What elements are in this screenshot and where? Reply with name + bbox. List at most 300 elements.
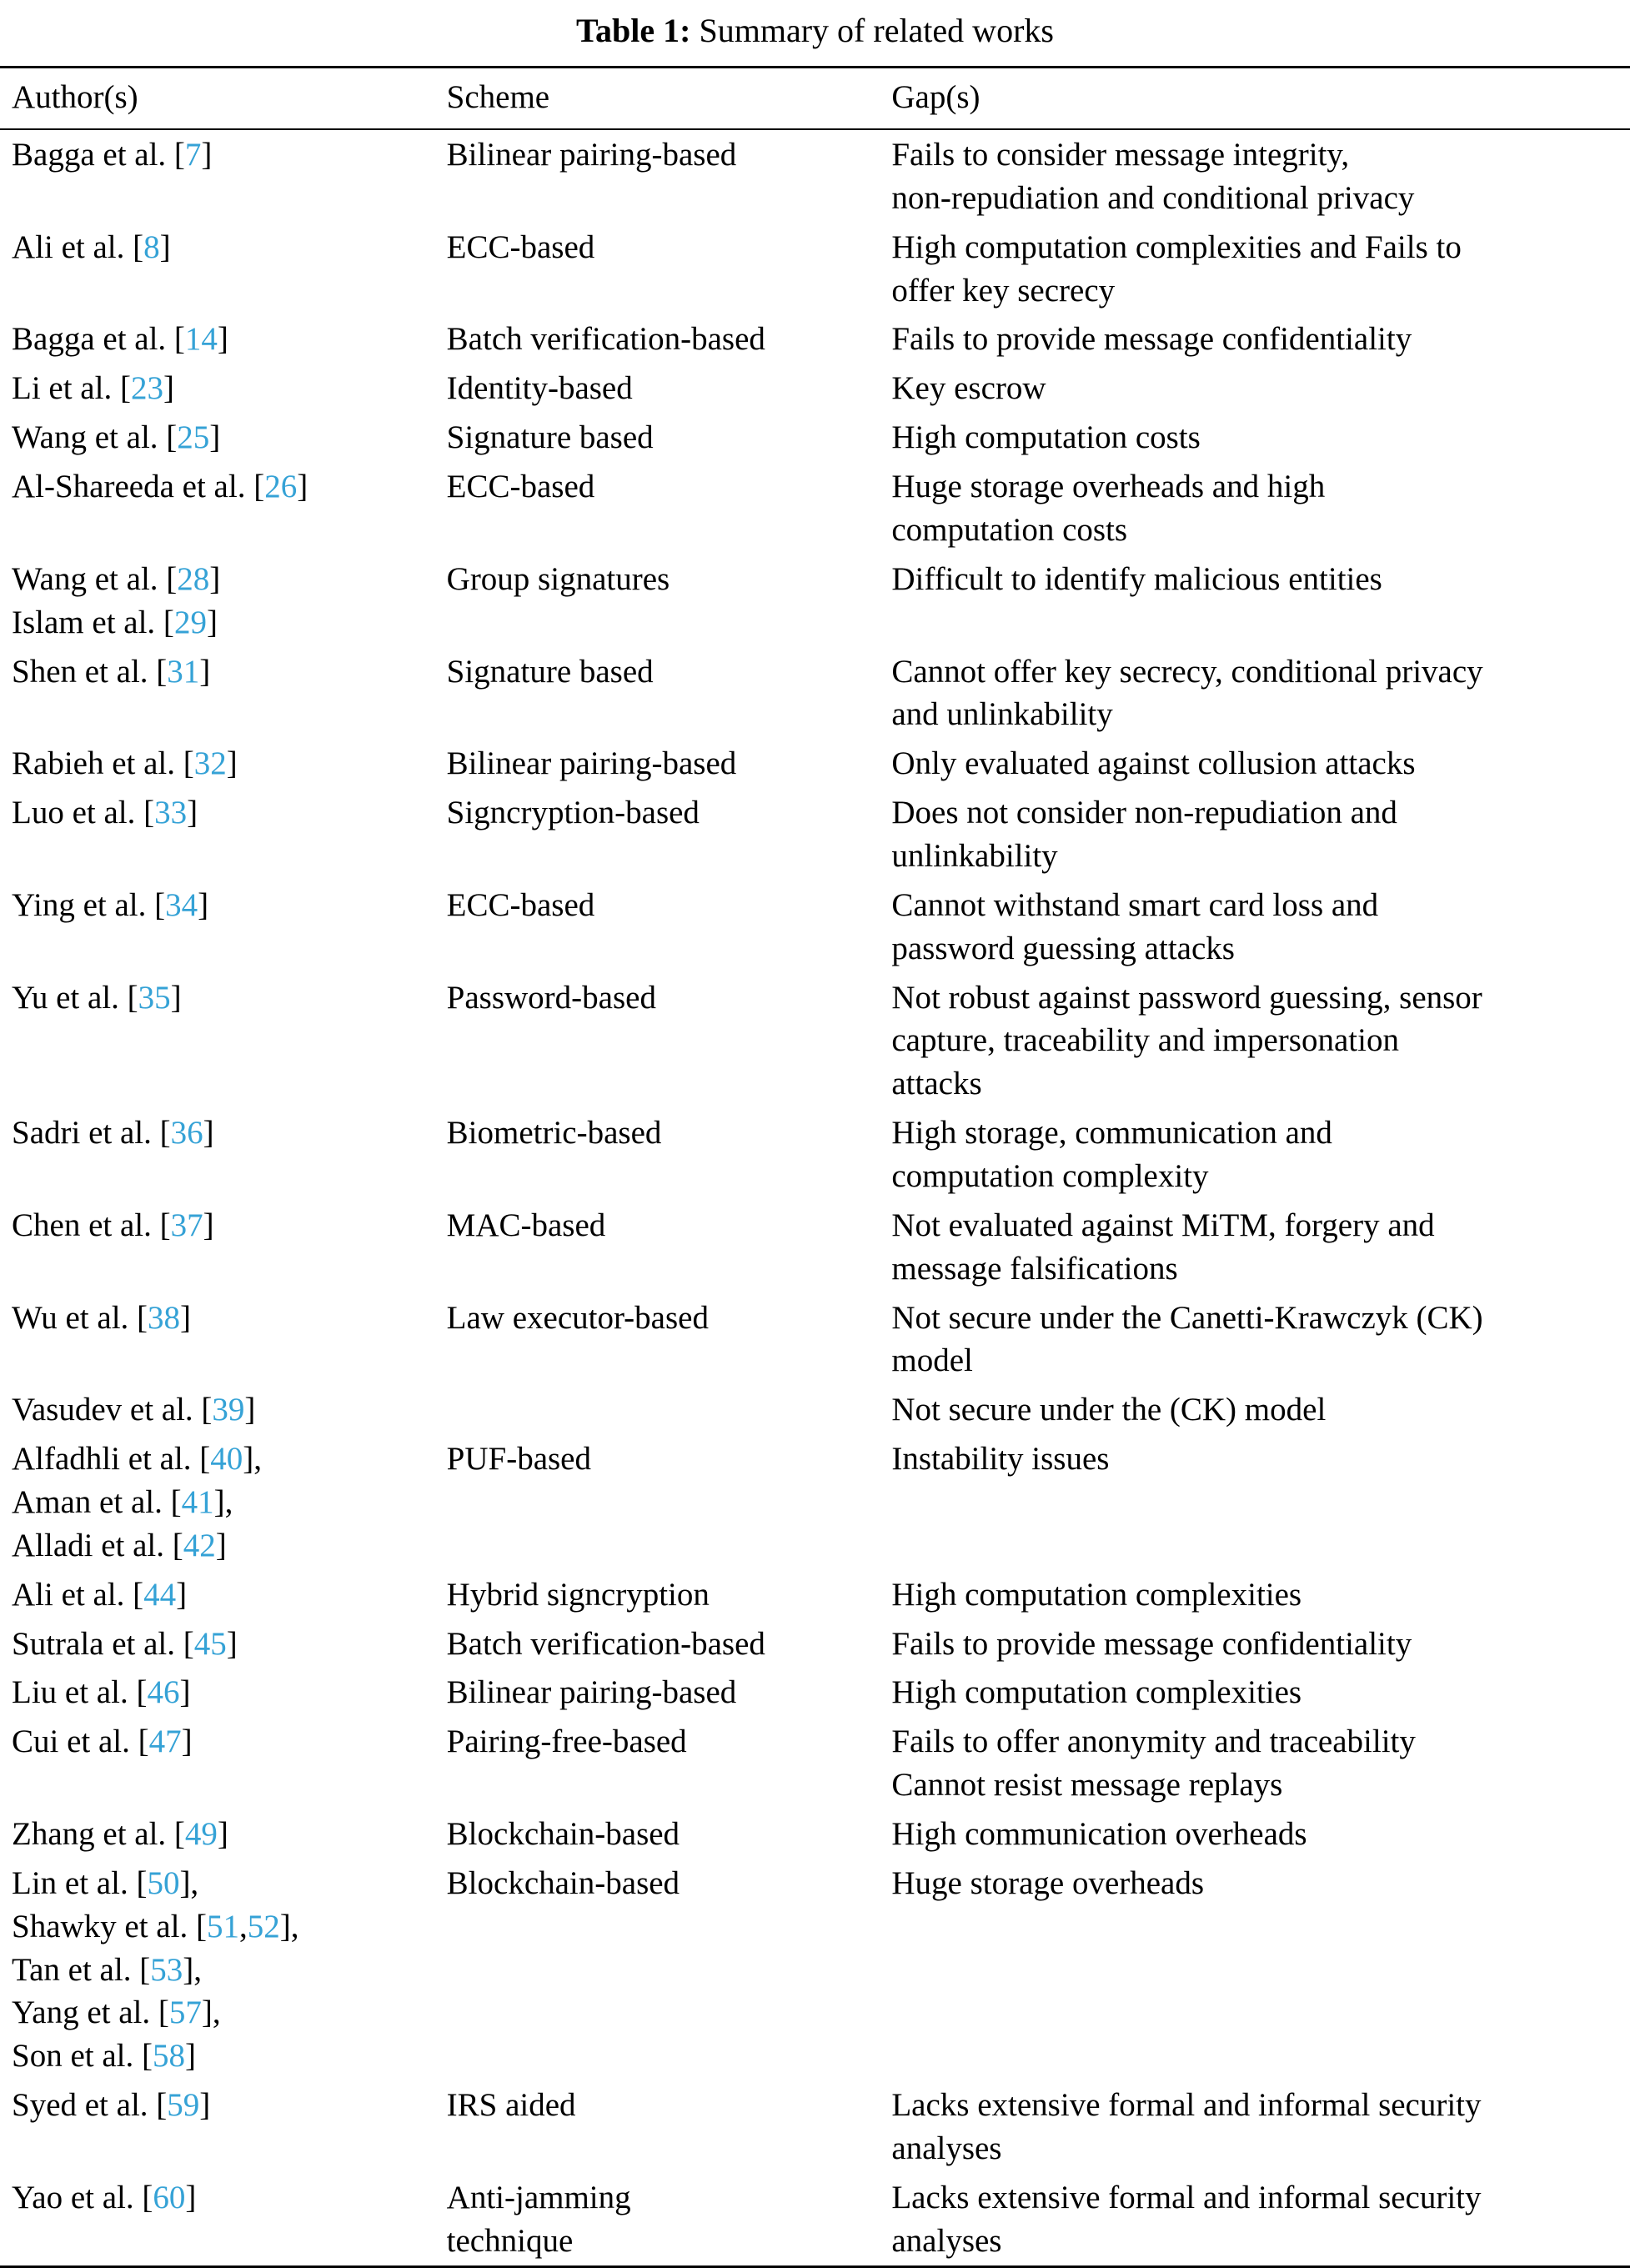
author-line [12,1438,447,1481]
gap-line: non-repudiation and conditional privacy [891,179,1415,216]
gaps-cell [891,364,1630,413]
gap-line: Instability issues [891,1441,1110,1478]
scheme-cell [447,462,892,554]
gaps-cell [891,973,1630,1109]
authors-cell [0,314,447,364]
author-line [12,1813,447,1856]
author-text: ] [159,228,171,265]
author-text: ] [244,1392,256,1428]
scheme-cell [447,129,892,223]
authors-cell [0,2173,447,2266]
gaps-cell [891,1859,1630,2080]
gap-line: attacks [891,1066,982,1102]
column-header-authors: Author(s) [0,68,447,129]
authors-cell [0,129,447,223]
table-row [0,788,1630,881]
author-text: Sadri et al. [ [12,1115,171,1152]
author-text: Vasudev et al. [ [12,1392,213,1428]
authors-cell [0,1293,447,1386]
scheme-line: MAC-based [446,1207,606,1243]
citation-ref[interactable]: 44 [143,1576,177,1613]
author-text: ] [217,321,228,358]
authors-cell [0,973,447,1109]
table-row [0,1809,1630,1859]
scheme-line: Blockchain-based [446,1864,680,1901]
author-text: ] [176,1576,188,1613]
author-text: ] [181,1724,193,1760]
gap-line: model [891,1342,973,1379]
gap-line: Cannot resist message replays [891,1767,1283,1804]
scheme-cell [447,314,892,364]
table-row [0,554,1630,647]
authors-cell [0,2080,447,2173]
authors-cell [0,739,447,788]
scheme-line: ECC-based [446,886,595,923]
scheme-line: Bilinear pairing-based [446,137,737,173]
table-row [0,1108,1630,1201]
author-line [12,976,447,1020]
table-row [0,462,1630,554]
gaps-cell [891,554,1630,647]
scheme-line: Signature based [446,419,654,456]
author-text: Sutrala et al. [ [12,1625,194,1662]
gaps-cell [891,2080,1630,2173]
authors-cell [0,1859,447,2080]
gap-line: High computation costs [891,419,1201,456]
gap-line: and unlinkability [891,696,1113,733]
citation-ref[interactable]: 57 [168,1995,202,2031]
table-row [0,881,1630,973]
author-text: ] [199,2087,211,2124]
author-text: Luo et al. [ [12,795,155,831]
author-line [12,791,447,835]
gap-line: High storage, communication and [891,1115,1332,1152]
author-line [12,2176,447,2220]
scheme-line: ECC-based [446,228,595,265]
scheme-cell [447,739,892,788]
gap-line: High computation complexities [891,1576,1302,1613]
gap-line: Lacks extensive formal and informal security [891,2179,1482,2215]
author-text: ] [203,1207,214,1243]
author-text: Liu et al. [ [12,1674,148,1711]
author-text: Aman et al. [ [12,1483,182,1520]
gap-line: Huge storage overheads [891,1864,1205,1901]
author-text: Alladi et al. [ [12,1527,183,1563]
author-text: ], [243,1441,262,1478]
gaps-cell [891,788,1630,881]
author-text: ] [297,469,308,505]
gap-line: Not evaluated against MiTM, forgery and [891,1207,1435,1243]
table-caption-text: Summary of related works [690,12,1054,49]
author-text: ] [201,137,213,173]
author-text: Chen et al. [ [12,1207,171,1243]
gaps-cell [891,223,1630,315]
author-line [12,133,447,177]
citation-ref[interactable]: 49 [184,1815,218,1852]
author-line [12,884,447,927]
authors-cell [0,1809,447,1859]
author-text: ], [213,1483,233,1520]
gaps-cell [891,129,1630,223]
authors-cell [0,413,447,462]
table-row [0,223,1630,315]
citation-ref[interactable]: 46 [147,1674,180,1711]
author-text: ] [226,1625,238,1662]
author-text: ] [163,370,174,407]
author-line [12,318,447,361]
author-line [12,1720,447,1764]
gap-line: Only evaluated against collusion attacks [891,745,1416,782]
gap-line: High computation complexities [891,1674,1302,1711]
gap-line: Difficult to identify malicious entities [891,560,1382,597]
gaps-cell [891,881,1630,973]
scheme-cell [447,1434,892,1570]
scheme-line: Batch verification-based [446,1625,765,1662]
scheme-line: Password-based [446,979,656,1016]
citation-ref[interactable]: 53 [150,1951,183,1988]
citation-ref[interactable]: 26 [264,469,298,505]
gaps-cell [891,1809,1630,1859]
author-text: Rabieh et al. [ [12,745,194,782]
author-text: Bagga et al. [ [12,321,185,358]
scheme-cell [447,1619,892,1668]
author-text: ] [170,979,182,1016]
author-line [12,1905,447,1949]
gap-line: Not secure under the (CK) model [891,1392,1327,1428]
table-row [0,314,1630,364]
gap-line: Not robust against password guessing, sensor [891,979,1482,1016]
table-body [0,129,1630,2266]
author-line [12,742,447,785]
author-line [12,2035,447,2078]
author-text: ] [215,1527,227,1563]
author-text: Yu et al. [ [12,979,138,1016]
table-row [0,2080,1630,2173]
gap-line: analyses [891,2222,1002,2259]
citation-ref[interactable]: 60 [153,2179,186,2215]
gap-line: Fails to provide message confidentiality [891,321,1412,358]
gap-line: capture, traceability and impersonation [891,1022,1399,1059]
author-text: ] [184,2038,196,2075]
authors-cell [0,1619,447,1668]
table-row [0,413,1630,462]
gap-line: Cannot offer key secrecy, conditional privacy [891,653,1483,690]
author-text: Wu et al. [ [12,1299,148,1336]
table-row [0,1434,1630,1570]
author-text: ] [179,1674,191,1711]
citation-ref[interactable]: 37 [170,1207,203,1243]
table-caption-label: Table 1: [576,12,691,49]
author-text: ], [183,1951,202,1988]
gaps-cell [891,1717,1630,1809]
authors-cell [0,647,447,740]
author-line [12,601,447,645]
gap-line: computation costs [891,511,1128,548]
scheme-line: Group signatures [446,560,670,597]
scheme-cell [447,1385,892,1434]
table-row [0,1717,1630,1809]
citation-ref[interactable]: 38 [148,1299,181,1336]
author-text: Tan et al. [ [12,1951,151,1988]
authors-cell [0,223,447,315]
gaps-cell [891,739,1630,788]
gaps-cell [891,1434,1630,1570]
gap-line: High communication overheads [891,1815,1307,1852]
author-line [12,1481,447,1524]
author-text: ] [199,653,211,690]
author-text: Zhang et al. [ [12,1815,185,1852]
author-line [12,1991,447,2035]
scheme-line: Blockchain-based [446,1815,680,1852]
authors-cell [0,554,447,647]
scheme-cell [447,2173,892,2266]
scheme-line: IRS aided [446,2087,576,2124]
scheme-cell [447,647,892,740]
scheme-line: Identity-based [446,370,633,407]
gaps-cell [891,1201,1630,1293]
table-row [0,129,1630,223]
citation-ref[interactable]: 42 [183,1527,216,1563]
scheme-cell [447,1809,892,1859]
author-line [12,226,447,269]
scheme-cell [447,413,892,462]
author-text: ] [226,745,238,782]
scheme-line: PUF-based [446,1441,591,1478]
gap-line: password guessing attacks [891,930,1235,966]
author-text: ] [198,886,209,923]
column-header-scheme: Scheme [447,68,892,129]
gap-line: Fails to provide message confidentiality [891,1625,1412,1662]
author-line [12,1388,447,1432]
authors-cell [0,881,447,973]
author-text: Alfadhli et al. [ [12,1441,211,1478]
gaps-cell [891,1668,1630,1717]
citation-ref[interactable]: 34 [165,886,198,923]
citation-ref[interactable]: 7 [184,137,202,173]
citation-ref[interactable]: 52 [247,1908,280,1944]
citation-ref[interactable]: 8 [143,228,160,265]
authors-cell [0,1668,447,1717]
author-text: Ali et al. [ [12,1576,144,1613]
related-works-table [0,66,1630,2267]
gaps-cell [891,2173,1630,2266]
table-row [0,1385,1630,1434]
author-line [12,558,447,601]
citation-ref[interactable]: 45 [193,1625,227,1662]
author-text: Shawky et al. [ [12,1908,207,1944]
author-text: Wang et al. [ [12,560,178,597]
citation-ref[interactable]: 51 [206,1908,239,1944]
scheme-line: Batch verification-based [446,321,765,358]
citation-ref[interactable]: 31 [167,653,200,690]
gap-line: unlinkability [891,837,1058,874]
gaps-cell [891,1570,1630,1619]
gaps-cell [891,1385,1630,1434]
citation-ref[interactable]: 36 [170,1115,203,1152]
authors-cell [0,788,447,881]
author-line [12,1204,447,1247]
scheme-line: Bilinear pairing-based [446,1674,737,1711]
scheme-line: Biometric-based [446,1115,662,1152]
author-line [12,1862,447,1905]
scheme-cell [447,973,892,1109]
author-text: ] [209,560,221,597]
author-text: Yang et al. [ [12,1995,169,2031]
author-text: ], [201,1995,221,2031]
table-row [0,1570,1630,1619]
author-text: ] [206,604,218,640]
author-text: Ali et al. [ [12,228,144,265]
author-line [12,1623,447,1666]
gaps-cell [891,647,1630,740]
author-text: ], [179,1864,199,1901]
gap-line: message falsifications [891,1250,1178,1287]
gaps-cell [891,462,1630,554]
citation-ref[interactable]: 29 [173,604,207,640]
scheme-line: ECC-based [446,469,595,505]
authors-cell [0,1434,447,1570]
scheme-cell [447,1717,892,1809]
author-line [12,1573,447,1617]
gap-line: Does not consider non-repudiation and [891,795,1397,831]
citation-ref[interactable]: 40 [210,1441,243,1478]
scheme-line: Signature based [446,653,654,690]
table-row [0,2173,1630,2266]
column-header-gaps: Gap(s) [891,68,1630,129]
author-line [12,650,447,694]
gaps-cell [891,314,1630,364]
citation-ref[interactable]: 58 [152,2038,185,2075]
author-text: ] [209,419,221,456]
gap-line: High computation complexities and Fails to [891,228,1462,265]
citation-ref[interactable]: 28 [177,560,210,597]
gap-line: Not secure under the Canetti-Krawczyk (CK) [891,1299,1483,1336]
author-text: Ying et al. [ [12,886,166,923]
citation-ref[interactable]: 23 [130,370,163,407]
authors-cell [0,1570,447,1619]
author-line [12,367,447,410]
author-text: Li et al. [ [12,370,131,407]
table-header [0,68,1630,129]
author-text: Al-Shareeda et al. [ [12,469,265,505]
author-line [12,1949,447,1992]
citation-ref[interactable]: 25 [177,419,210,456]
scheme-cell [447,223,892,315]
table-row [0,364,1630,413]
table-caption [0,0,1630,66]
scheme-line: Anti-jamming [446,2179,631,2215]
author-text: Syed et al. [ [12,2087,168,2124]
scheme-cell [447,1201,892,1293]
author-line [12,2084,447,2127]
citation-ref[interactable]: 33 [154,795,188,831]
table-row [0,1201,1630,1293]
authors-cell [0,1201,447,1293]
author-text: Bagga et al. [ [12,137,185,173]
gap-line: computation complexity [891,1157,1209,1194]
authors-cell [0,1385,447,1434]
author-text: Lin et al. [ [12,1864,148,1901]
scheme-cell [447,881,892,973]
citation-ref[interactable]: 50 [147,1864,180,1901]
scheme-cell [447,554,892,647]
scheme-cell [447,1108,892,1201]
table-row [0,973,1630,1109]
author-text: Wang et al. [ [12,419,178,456]
scheme-cell [447,1668,892,1717]
gap-line: Cannot withstand smart card loss and [891,886,1379,923]
gaps-cell [891,1108,1630,1201]
author-text: ] [185,2179,197,2215]
table-row [0,1293,1630,1386]
gaps-cell [891,413,1630,462]
author-line [12,1671,447,1714]
author-text: Shen et al. [ [12,653,168,690]
scheme-cell [447,1570,892,1619]
author-line [12,1524,447,1568]
author-line [12,1297,447,1340]
author-text: Cui et al. [ [12,1724,149,1760]
citation-ref[interactable]: 41 [181,1483,214,1520]
citation-ref[interactable]: 39 [212,1392,245,1428]
author-line [12,416,447,459]
table-row [0,1859,1630,2080]
citation-ref[interactable]: 35 [138,979,171,1016]
scheme-line: Hybrid signcryption [446,1576,710,1613]
scheme-line: Bilinear pairing-based [446,745,737,782]
author-text: ] [217,1815,228,1852]
author-text: ] [187,795,198,831]
author-line [12,465,447,509]
authors-cell [0,1108,447,1201]
citation-ref[interactable]: 59 [167,2087,200,2124]
table-row [0,1619,1630,1668]
gap-line: Key escrow [891,370,1046,407]
authors-cell [0,462,447,554]
gaps-cell [891,1293,1630,1386]
scheme-cell [447,1293,892,1386]
table-row [0,647,1630,740]
author-text: , [238,1908,248,1944]
author-line [12,1111,447,1155]
author-text: Son et al. [ [12,2038,153,2075]
author-text: Yao et al. [ [12,2179,153,2215]
scheme-cell [447,364,892,413]
scheme-line: technique [446,2222,574,2259]
scheme-line: Law executor-based [446,1299,709,1336]
table-row [0,739,1630,788]
author-text: ], [279,1908,299,1944]
gap-line: Huge storage overheads and high [891,469,1326,505]
author-text: ] [180,1299,192,1336]
citation-ref[interactable]: 47 [148,1724,182,1760]
authors-cell [0,364,447,413]
scheme-line: Pairing-free-based [446,1724,687,1760]
scheme-line: Signcryption-based [446,795,700,831]
gap-line: Fails to consider message integrity, [891,137,1350,173]
scheme-cell [447,788,892,881]
gap-line: offer key secrecy [891,272,1116,309]
gaps-cell [891,1619,1630,1668]
scheme-cell [447,1859,892,2080]
scheme-cell [447,2080,892,2173]
citation-ref[interactable]: 32 [193,745,227,782]
citation-ref[interactable]: 14 [184,321,218,358]
authors-cell [0,1717,447,1809]
author-text: Islam et al. [ [12,604,174,640]
gap-line: Fails to offer anonymity and traceability [891,1724,1416,1760]
table-row [0,1668,1630,1717]
